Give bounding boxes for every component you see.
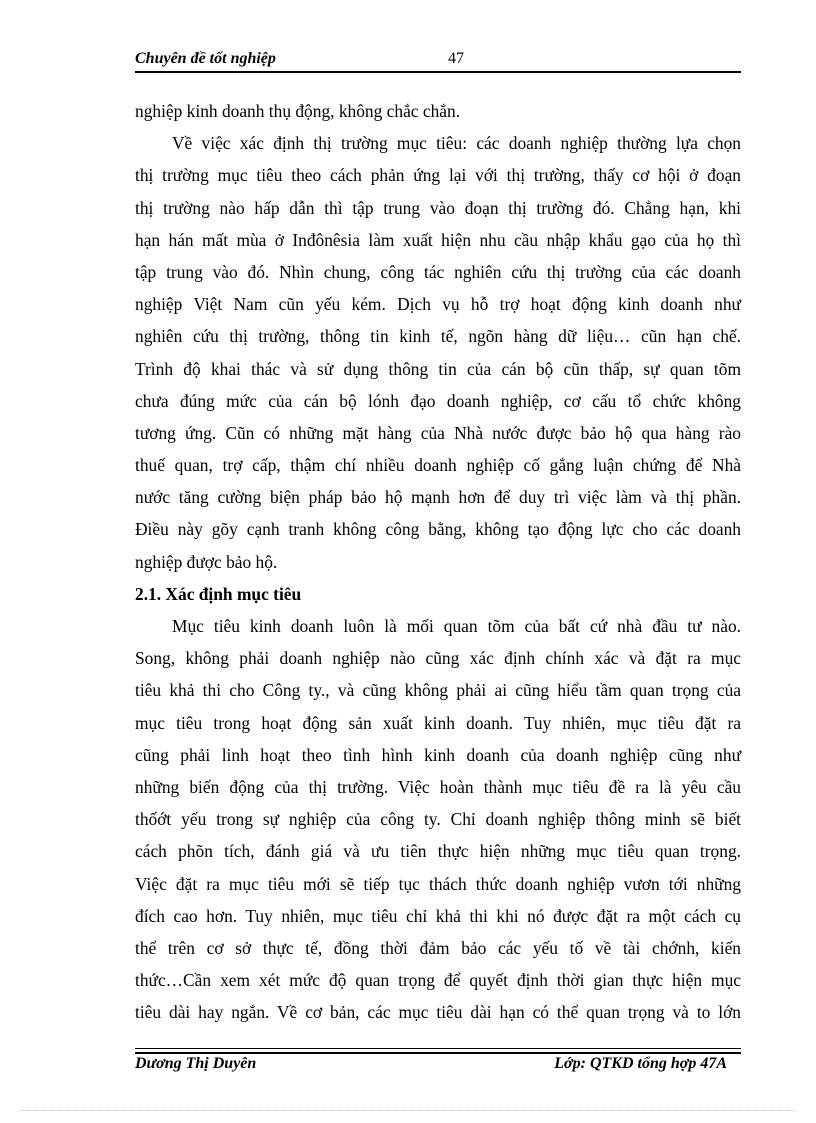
text-line: hạn hán mất mùa ở Inđônêsia làm xuất hiện nhu cầu nhập khẩu gạo của họ thì [135, 229, 741, 250]
section-heading: 2.1. Xác định mục tiêu [135, 583, 302, 604]
text-line: thuế quan, trợ cấp, thậm chí nhiều doanh nghiệp cố gắng luận chứng để Nhà [135, 455, 741, 476]
text-line: nghiệp Việt Nam cũn yếu kém. Dịch vụ hỗ trợ hoạt động kinh doanh như [135, 294, 741, 315]
text-line: thị trường nào hấp dẫn thì tập trung vào đoạn thị trường đó. Chẳng hạn, khi [135, 197, 741, 218]
text-line: Điều này gõy cạnh tranh không công bằng, không tạo động lực cho các doanh [135, 519, 741, 540]
text-line: cách phõn tích, đánh giá và ưu tiên thực hiện những mục tiêu quan trọng. [135, 841, 741, 862]
page-bottom-edge [20, 1110, 796, 1111]
text-line: nghiên cứu thị trường, thông tin kinh tế, ngõn hàng dữ liệu… cũn hạn chế. [135, 326, 741, 347]
text-line: những biến động của thị trường. Việc hoàn thành mục tiêu đề ra là yêu cầu [135, 776, 741, 797]
text-line: nước tăng cường biện pháp bảo hộ mạnh hơn để duy trì việc làm và thị phần. [135, 487, 741, 508]
text-line: Việc đặt ra mục tiêu mới sẽ tiếp tục thách thức doanh nghiệp vươn tới những [135, 873, 741, 894]
text-line: thốớt yếu trong sự nghiệp của công ty. Chỉ doanh nghiệp thông minh sẽ biết [135, 809, 741, 830]
text-line: thức…Cần xem xét mức độ quan trọng để quyết định thời gian thực hiện mục [135, 970, 741, 991]
text-line: chưa đúng mức của cán bộ lónh đạo doanh nghiệp, cơ cấu tổ chức không [135, 390, 741, 411]
text-line: tập trung vào đó. Nhìn chung, công tác nghiên cứu thị trường của các doanh [135, 261, 741, 282]
paragraph-2 [135, 127, 741, 578]
class-label: Lớp: QTKD tổng hợp 47A [554, 1055, 727, 1072]
text-line: tiêu khả thi cho Công ty., và cũng không phải ai cũng hiểu tầm quan trọng của [135, 680, 741, 701]
page-number: 47 [448, 50, 464, 67]
text-line: thị trường mục tiêu theo cách phản ứng lại với thị trường, thấy cơ hội ở đoạn [135, 165, 741, 186]
text-line: thể trên cơ sở thực tế, đồng thời đảm bảo các yếu tố về tài chớnh, kiến [135, 937, 741, 958]
text-line: nghiệp kinh doanh thụ động, không chắc chắn. [135, 101, 461, 121]
paragraph-1 [135, 95, 741, 127]
text-line: mục tiêu trong hoạt động sản xuất kinh doanh. Tuy nhiên, mục tiêu đặt ra [135, 712, 741, 733]
text-line: cũng phải linh hoạt theo tình hình kinh doanh của doanh nghiệp cũng như [135, 744, 741, 765]
page-footer [135, 1055, 741, 1077]
text-line: tương ứng. Cũn có những mặt hàng của Nhà nước được bảo hộ qua hàng rào [135, 422, 741, 443]
text-line: Trình độ khai thác và sử dụng thông tin của cán bộ cũn thấp, sự quan tõm [135, 358, 741, 379]
paragraph-3 [135, 610, 741, 1028]
text-line: Về việc xác định thị trường mục tiêu: các doanh nghiệp thường lựa chọn [172, 133, 741, 154]
header-rule [135, 71, 741, 73]
document-title: Chuyên đề tốt nghiệp [135, 50, 276, 67]
document-body [135, 95, 741, 1028]
footer-rule-thick [135, 1052, 741, 1054]
footer-rule-thin [135, 1048, 741, 1049]
text-line: Song, không phải doanh nghiệp nào cũng xác định chính xác và đặt ra mục [135, 648, 741, 669]
text-line: nghiệp được bảo hộ. [135, 551, 278, 572]
page-header [135, 48, 741, 70]
text-line: Mục tiêu kinh doanh luôn là mối quan tõm của bất cứ nhà đầu tư nào. [172, 616, 741, 636]
text-line: tiêu dài hay ngắn. Về cơ bản, các mục tiêu dài hạn có thể quan trọng và to lớn [135, 1002, 741, 1023]
author-name: Dương Thị Duyên [135, 1055, 257, 1072]
text-line: đích cao hơn. Tuy nhiên, mục tiêu chỉ khả thi khi nó được đặt ra một cách cụ [135, 905, 741, 926]
